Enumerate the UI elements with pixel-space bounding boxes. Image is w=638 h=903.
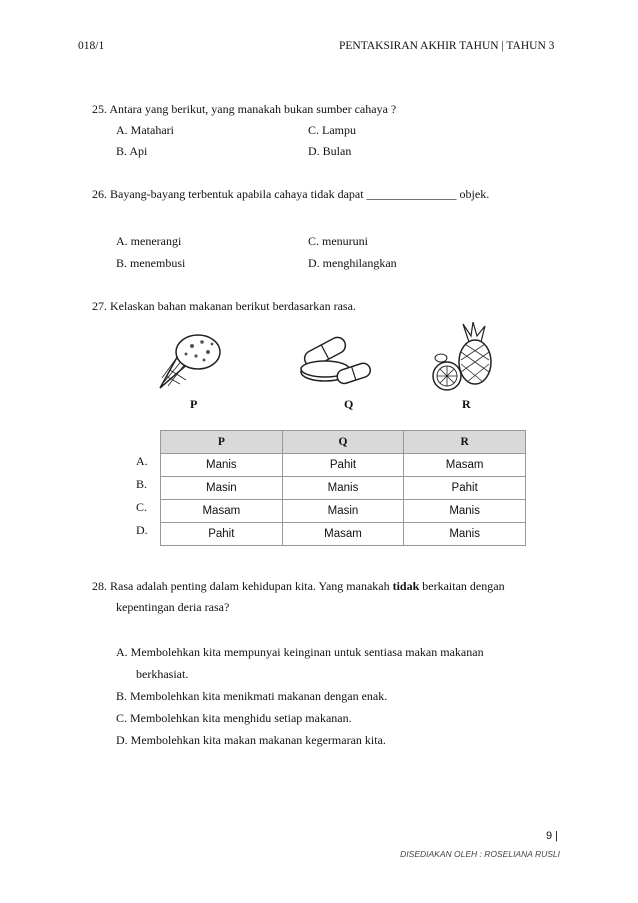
table-cell: Masam: [161, 500, 283, 523]
q26-option-a: A. menerangi: [116, 234, 182, 248]
table-row: [161, 477, 526, 500]
table-cell: Pahit: [282, 454, 404, 477]
table-cell: Masam: [404, 454, 526, 477]
table-header-row: [161, 431, 526, 454]
q25-option-c: C. Lampu: [308, 123, 356, 137]
page-number: 9 |: [545, 830, 558, 842]
ice-cream-picture: [150, 330, 230, 392]
header-cell-p: P: [161, 431, 283, 454]
table-cell: Manis: [161, 454, 283, 477]
q26-option-c: C. menuruni: [308, 234, 368, 248]
picture-label-p: P: [190, 397, 198, 411]
q28-option-a-cont: berkhasiat.: [136, 667, 189, 681]
picture-label-q: Q: [344, 397, 354, 411]
q28-option-b: B. Membolehkan kita menikmati makanan dengan enak.: [116, 689, 388, 703]
row-label-d: D.: [136, 523, 148, 537]
table-cell: Pahit: [161, 523, 283, 546]
q26-option-b: B. menembusi: [116, 256, 186, 270]
header-cell-r: R: [404, 431, 526, 454]
table-row: [161, 500, 526, 523]
header-code: 018/1: [78, 40, 105, 52]
table-cell: Masam: [282, 523, 404, 546]
header-title: PENTAKSIRAN AKHIR TAHUN | TAHUN 3: [339, 40, 555, 52]
q25-option-d: D. Bulan: [308, 144, 352, 158]
table-cell: Manis: [404, 523, 526, 546]
row-label-b: B.: [136, 477, 148, 491]
table-cell: Masin: [161, 477, 283, 500]
header-cell-q: Q: [282, 431, 404, 454]
question-27: 27. Kelaskan bahan makanan berikut berdasarkan rasa.: [92, 299, 356, 313]
table-cell: Manis: [404, 500, 526, 523]
pineapple-orange-picture: [425, 322, 497, 394]
table-cell: Manis: [282, 477, 404, 500]
prepared-by: DISEDIAKAN OLEH : ROSELIANA RUSLI: [400, 849, 560, 859]
question-28-line-2: kepentingan deria rasa?: [116, 600, 230, 614]
row-label-a: A.: [136, 454, 148, 468]
table-cell: Masin: [282, 500, 404, 523]
pills-picture: [295, 332, 375, 390]
q25-option-a: A. Matahari: [116, 123, 174, 137]
question-28-text-end: berkaitan dengan: [419, 579, 505, 593]
question-25: 25. Antara yang berikut, yang manakah bukan sumber cahaya ?: [92, 102, 397, 116]
question-28-line-1: [92, 579, 505, 594]
q28-option-d: D. Membolehkan kita makan makanan kegermaran kita.: [116, 733, 386, 747]
classification-table: [160, 430, 526, 546]
question-28-emphasis: tidak: [392, 579, 420, 593]
row-label-c: C.: [136, 500, 148, 514]
table-row: [161, 454, 526, 477]
q28-option-a: A. Membolehkan kita mempunyai keinginan untuk sentiasa makan makanan: [116, 645, 484, 659]
q28-option-c: C. Membolehkan kita menghidu setiap makanan.: [116, 711, 352, 725]
table-cell: Pahit: [404, 477, 526, 500]
question-26: 26. Bayang-bayang terbentuk apabila cahaya tidak dapat _______________ objek.: [92, 187, 490, 201]
q25-option-b: B. Api: [116, 144, 148, 158]
question-28-text: 28. Rasa adalah penting dalam kehidupan kita. Yang manakah: [92, 579, 393, 593]
picture-label-r: R: [462, 397, 471, 411]
table-row: [161, 523, 526, 546]
q26-option-d: D. menghilangkan: [308, 256, 397, 270]
